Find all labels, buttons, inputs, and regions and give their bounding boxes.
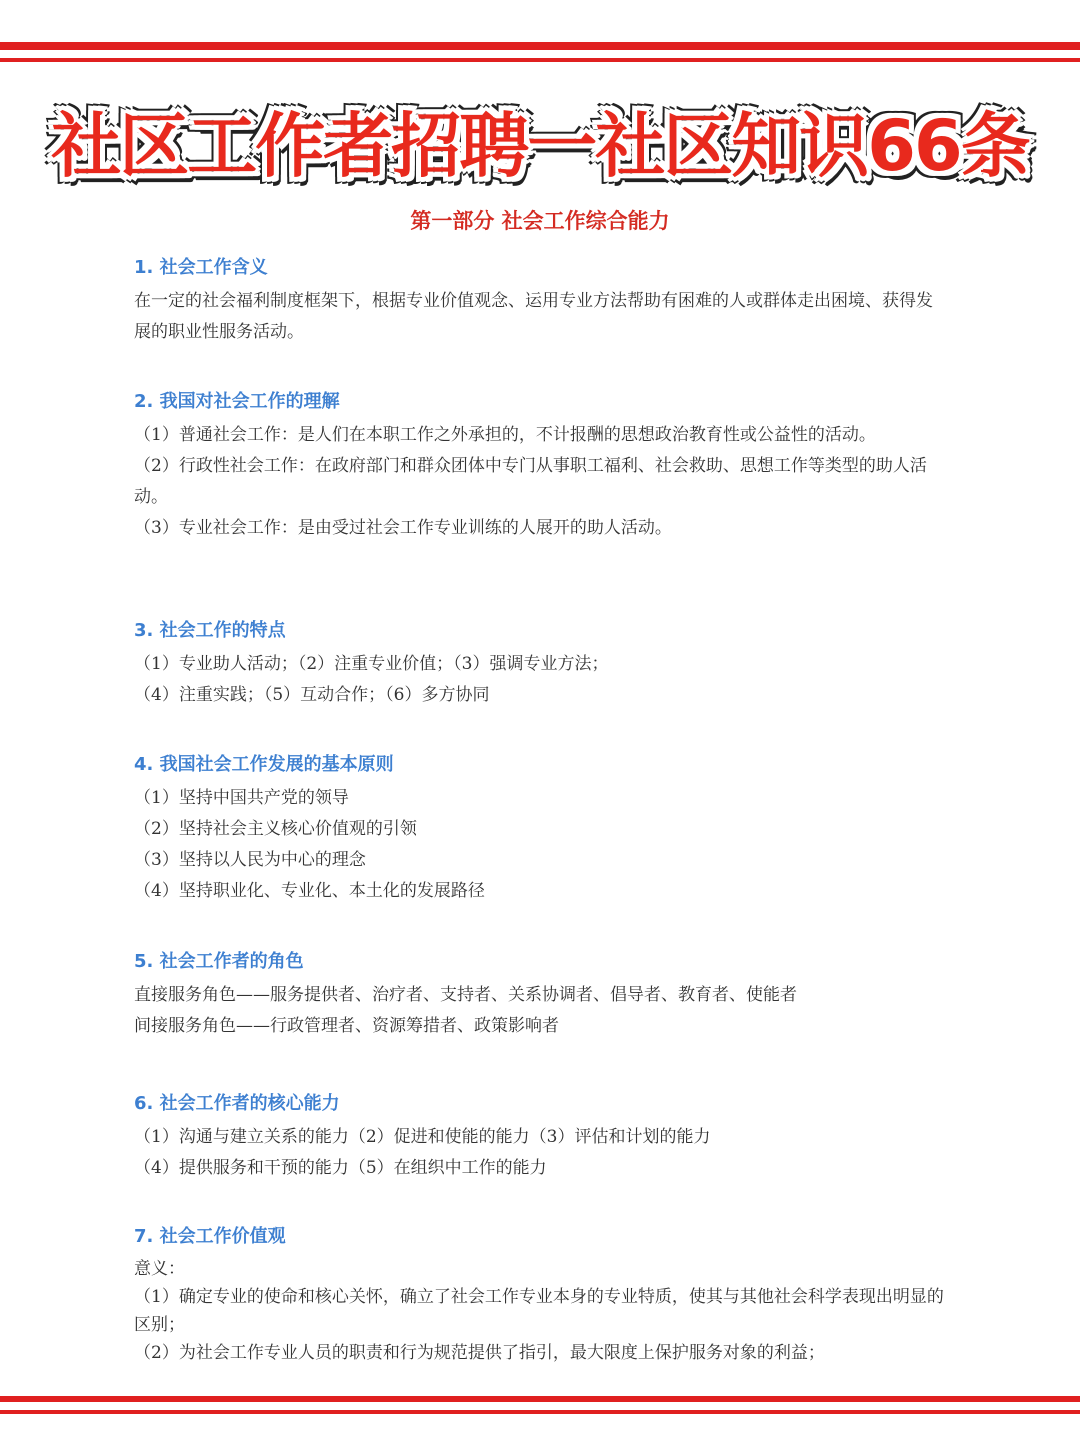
section-heading: 4. 我国社会工作发展的基本原则 xyxy=(134,754,394,775)
section-6 xyxy=(134,1088,964,1184)
section-heading: 7. 社会工作价值观 xyxy=(134,1226,286,1247)
section-1 xyxy=(134,252,964,348)
section-heading: 6. 社会工作者的核心能力 xyxy=(134,1093,340,1114)
section-7 xyxy=(134,1221,964,1367)
page-title: 社区工作者招聘一社区知识66条 xyxy=(51,105,1029,187)
section-heading: 1. 社会工作含义 xyxy=(134,257,268,278)
bottom-red-rule xyxy=(0,1396,1080,1402)
section-heading: 5. 社会工作者的角色 xyxy=(134,951,304,972)
bottom-red-rule-thin xyxy=(0,1410,1080,1414)
list-item: （3）坚持以人民为中心的理念 xyxy=(134,850,366,870)
top-red-rule-thin xyxy=(0,58,1080,62)
list-item: （1）专业助人活动；（2）注重专业价值；（3）强调专业方法； xyxy=(134,654,609,674)
list-item: （1）坚持中国共产党的领导 xyxy=(134,788,349,808)
part-subtitle: 第一部分 社会工作综合能力 xyxy=(410,209,670,233)
list-item: （4）注重实践；（5）互动合作；（6）多方协同 xyxy=(134,685,490,705)
list-item: （1）确定专业的使命和核心关怀，确立了社会工作专业本身的专业特质，使其与其他社会科学表现出明显的区别； xyxy=(134,1287,944,1335)
section-heading: 2. 我国对社会工作的理解 xyxy=(134,391,340,412)
list-item: 间接服务角色——行政管理者、资源筹措者、政策影响者 xyxy=(134,1016,559,1036)
section-heading: 3. 社会工作的特点 xyxy=(134,620,286,641)
list-item: （4）提供服务和干预的能力（5）在组织中工作的能力 xyxy=(134,1158,547,1178)
section-5 xyxy=(134,946,964,1042)
section-paragraph: 在一定的社会福利制度框架下，根据专业价值观念、运用专业方法帮助有困难的人或群体走出困境、获得发展的职业性服务活动。 xyxy=(134,291,933,342)
list-item: （1）普通社会工作：是人们在本职工作之外承担的，不计报酬的思想政治教育性或公益性的活动。 xyxy=(134,425,876,445)
list-item: （1）沟通与建立关系的能力（2）促进和使能的能力（3）评估和计划的能力 xyxy=(134,1127,711,1147)
list-item: （4）坚持职业化、专业化、本土化的发展路径 xyxy=(134,881,485,901)
list-item: （2）坚持社会主义核心价值观的引领 xyxy=(134,819,417,839)
section-3 xyxy=(134,615,964,711)
section-2 xyxy=(134,386,964,544)
section-4 xyxy=(134,749,964,907)
list-item: （2）为社会工作专业人员的职责和行为规范提供了指引，最大限度上保护服务对象的利益； xyxy=(134,1343,825,1363)
list-item: 直接服务角色——服务提供者、治疗者、支持者、关系协调者、倡导者、教育者、使能者 xyxy=(134,985,797,1005)
section-intro: 意义： xyxy=(134,1259,185,1279)
list-item: （3）专业社会工作：是由受过社会工作专业训练的人展开的助人活动。 xyxy=(134,518,672,538)
top-red-rule xyxy=(0,42,1080,50)
list-item: （2）行政性社会工作：在政府部门和群众团体中专门从事职工福利、社会救助、思想工作等类型的助人活动。 xyxy=(134,456,927,507)
